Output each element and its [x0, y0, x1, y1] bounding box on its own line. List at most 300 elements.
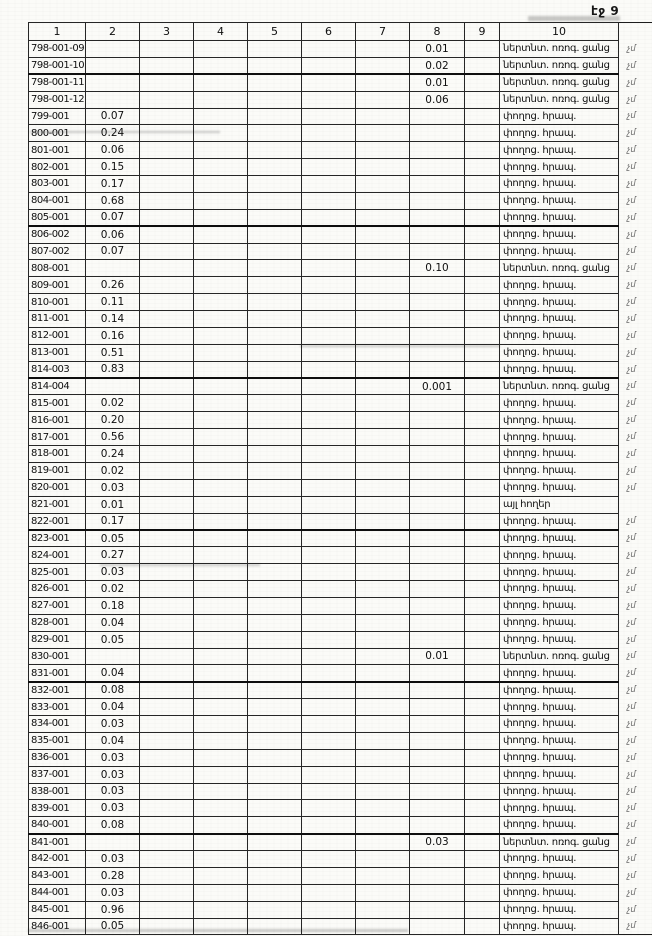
cell-col10: փողոց. հրապ.	[500, 142, 619, 159]
cell-col3	[140, 176, 194, 193]
cell-col9	[465, 496, 500, 513]
cell-col3	[140, 226, 194, 243]
cell-col9	[465, 547, 500, 564]
cell-col1: 818-001	[29, 446, 86, 463]
cell-col6	[302, 530, 356, 547]
cell-col5	[248, 294, 302, 311]
cell-col2: 0.08	[86, 682, 140, 699]
cell-col10: փողոց. հրապ.	[500, 176, 619, 193]
table-row	[29, 682, 652, 699]
cell-col10: փողոց. հրապ.	[500, 665, 619, 682]
cell-col4	[194, 530, 248, 547]
cell-col4	[194, 682, 248, 699]
margin-mark: չմ	[627, 786, 636, 797]
cell-col8	[410, 243, 465, 260]
cell-col2: 0.03	[86, 564, 140, 581]
table-row	[29, 209, 652, 226]
margin-mark: չմ	[627, 600, 636, 611]
cell-col5	[248, 513, 302, 530]
cell-col10: փողոց. հրապ.	[500, 462, 619, 479]
cell-col5	[248, 260, 302, 277]
cell-col8	[410, 918, 465, 935]
margin-mark: չմ	[627, 347, 636, 358]
cell-col7	[356, 732, 410, 749]
cell-col4	[194, 817, 248, 834]
cell-col6	[302, 226, 356, 243]
cell-col2: 0.05	[86, 530, 140, 547]
cell-col9	[465, 766, 500, 783]
cell-col8	[410, 547, 465, 564]
table-row	[29, 462, 652, 479]
cell-col2: 0.05	[86, 918, 140, 935]
cell-col6	[302, 260, 356, 277]
cell-col4	[194, 479, 248, 496]
cell-col8: 0.01	[410, 648, 465, 665]
margin-mark: չմ	[627, 904, 636, 915]
cell-col7	[356, 311, 410, 328]
cell-col10: փողոց. հրապ.	[500, 682, 619, 699]
cell-col9	[465, 57, 500, 74]
cell-col8	[410, 800, 465, 817]
margin-mark: չմ	[627, 162, 636, 173]
cell-col3	[140, 682, 194, 699]
margin-mark: չմ	[627, 212, 636, 223]
cell-col3	[140, 395, 194, 412]
cell-col6	[302, 800, 356, 817]
cell-col5	[248, 446, 302, 463]
cell-col6	[302, 142, 356, 159]
margin-mark: չմ	[627, 94, 636, 105]
margin-mark: չմ	[627, 381, 636, 392]
cell-col8	[410, 446, 465, 463]
cell-col3	[140, 834, 194, 851]
cell-col7	[356, 682, 410, 699]
cell-col3	[140, 125, 194, 142]
cell-col6	[302, 108, 356, 125]
cell-col3	[140, 479, 194, 496]
cell-col5	[248, 614, 302, 631]
table-row	[29, 513, 652, 530]
cell-col6	[302, 631, 356, 648]
cell-col1: 825-001	[29, 564, 86, 581]
table-row	[29, 766, 652, 783]
cell-col6	[302, 665, 356, 682]
cell-col7	[356, 57, 410, 74]
cell-col4	[194, 159, 248, 176]
cell-col2: 0.05	[86, 631, 140, 648]
cell-col8	[410, 817, 465, 834]
cell-col8	[410, 479, 465, 496]
cell-col6	[302, 732, 356, 749]
table-row	[29, 91, 652, 108]
margin-mark: չմ	[627, 263, 636, 274]
table-row	[29, 631, 652, 648]
cell-col4	[194, 395, 248, 412]
margin-mark: չմ	[627, 752, 636, 763]
cell-col4	[194, 749, 248, 766]
cell-col1: 808-001	[29, 260, 86, 277]
cell-col5	[248, 665, 302, 682]
margin-header-spacer	[619, 23, 652, 41]
cell-col4	[194, 834, 248, 851]
cell-col5	[248, 766, 302, 783]
cell-col1: 830-001	[29, 648, 86, 665]
cell-col7	[356, 260, 410, 277]
column-header-7: 7	[356, 23, 410, 41]
cell-col8	[410, 361, 465, 378]
cell-col8	[410, 108, 465, 125]
table-row	[29, 901, 652, 918]
cell-col9	[465, 800, 500, 817]
cell-col10: փողոց. հրապ.	[500, 564, 619, 581]
cell-col7	[356, 243, 410, 260]
cell-col3	[140, 564, 194, 581]
cell-col6	[302, 581, 356, 598]
cell-col6	[302, 243, 356, 260]
cell-col7	[356, 41, 410, 58]
cell-col3	[140, 699, 194, 716]
cell-col9	[465, 142, 500, 159]
cell-col6	[302, 901, 356, 918]
cell-col6	[302, 716, 356, 733]
cell-col2: 0.27	[86, 547, 140, 564]
cell-col8: 0.01	[410, 41, 465, 58]
scanned-table-sheet	[28, 22, 652, 935]
margin-mark: չմ	[627, 229, 636, 240]
cell-col4	[194, 665, 248, 682]
cell-col6	[302, 547, 356, 564]
cell-col1: 839-001	[29, 800, 86, 817]
cell-col5	[248, 783, 302, 800]
table-row	[29, 918, 652, 935]
table-row	[29, 564, 652, 581]
cell-col7	[356, 361, 410, 378]
cell-col6	[302, 749, 356, 766]
margin-mark: չմ	[627, 77, 636, 88]
table-row	[29, 395, 652, 412]
cell-col3	[140, 412, 194, 429]
cell-col9	[465, 108, 500, 125]
cell-col5	[248, 496, 302, 513]
cell-col5	[248, 716, 302, 733]
cell-col2: 0.17	[86, 176, 140, 193]
cell-col9	[465, 749, 500, 766]
cell-col5	[248, 429, 302, 446]
cell-col10: ներտնտ. ոռոգ. ցանց	[500, 378, 619, 395]
margin-mark: չմ	[627, 330, 636, 341]
cell-col2: 0.03	[86, 783, 140, 800]
cell-col10: փողոց. հրապ.	[500, 918, 619, 935]
cell-col2: 0.06	[86, 226, 140, 243]
cell-col8	[410, 192, 465, 209]
cell-col1: 845-001	[29, 901, 86, 918]
cell-col7	[356, 344, 410, 361]
column-header-8: 8	[410, 23, 465, 41]
margin-mark: չմ	[627, 145, 636, 156]
margin-mark: չմ	[627, 837, 636, 848]
table-row	[29, 41, 652, 58]
cell-col5	[248, 530, 302, 547]
cell-col9	[465, 614, 500, 631]
cell-col6	[302, 311, 356, 328]
cell-col5	[248, 176, 302, 193]
cell-col2: 0.28	[86, 867, 140, 884]
cell-col8	[410, 766, 465, 783]
cell-col10: փողոց. հրապ.	[500, 429, 619, 446]
cell-col4	[194, 429, 248, 446]
cell-col3	[140, 243, 194, 260]
column-header-9: 9	[465, 23, 500, 41]
cell-col1: 804-001	[29, 192, 86, 209]
cell-col6	[302, 74, 356, 91]
cell-col9	[465, 192, 500, 209]
cell-col10: ներտնտ. ոռոգ. ցանց	[500, 260, 619, 277]
cell-col6	[302, 429, 356, 446]
table-row	[29, 614, 652, 631]
cell-col9	[465, 918, 500, 935]
margin-mark: չմ	[627, 769, 636, 780]
cell-col3	[140, 884, 194, 901]
cell-col4	[194, 344, 248, 361]
cell-col8	[410, 513, 465, 530]
cell-col4	[194, 581, 248, 598]
cell-col8	[410, 429, 465, 446]
cell-col4	[194, 125, 248, 142]
cell-col6	[302, 344, 356, 361]
cell-col9	[465, 648, 500, 665]
cell-col10: փողոց. հրապ.	[500, 614, 619, 631]
cell-col7	[356, 766, 410, 783]
cell-col5	[248, 361, 302, 378]
cell-col5	[248, 867, 302, 884]
margin-mark: չմ	[627, 702, 636, 713]
cell-col2: 0.16	[86, 327, 140, 344]
cell-col2: 0.03	[86, 800, 140, 817]
cell-col2: 0.18	[86, 597, 140, 614]
cell-col7	[356, 277, 410, 294]
cell-col1: 798-001-10	[29, 57, 86, 74]
cell-col7	[356, 192, 410, 209]
cell-col1: 814-003	[29, 361, 86, 378]
cell-col2: 0.03	[86, 749, 140, 766]
table-row	[29, 699, 652, 716]
cell-col4	[194, 277, 248, 294]
cell-col9	[465, 732, 500, 749]
cell-col5	[248, 564, 302, 581]
cell-col9	[465, 901, 500, 918]
margin-mark: չմ	[627, 516, 636, 527]
cell-col5	[248, 108, 302, 125]
cell-col7	[356, 614, 410, 631]
cell-col10: փողոց. հրապ.	[500, 243, 619, 260]
table-header-row	[29, 23, 652, 41]
cell-col5	[248, 851, 302, 868]
cell-col9	[465, 513, 500, 530]
cell-col6	[302, 277, 356, 294]
table-row	[29, 800, 652, 817]
cell-col10: փողոց. հրապ.	[500, 311, 619, 328]
cell-col5	[248, 159, 302, 176]
cell-col1: 798-001-09	[29, 41, 86, 58]
cell-col6	[302, 41, 356, 58]
cell-col5	[248, 817, 302, 834]
cell-col8	[410, 226, 465, 243]
cell-col7	[356, 665, 410, 682]
margin-mark: չմ	[627, 583, 636, 594]
margin-mark: չմ	[627, 820, 636, 831]
cell-col10: փողոց. հրապ.	[500, 766, 619, 783]
cell-col7	[356, 547, 410, 564]
margin-mark: չմ	[627, 567, 636, 578]
cell-col9	[465, 817, 500, 834]
cell-col3	[140, 277, 194, 294]
cell-col3	[140, 581, 194, 598]
cell-col4	[194, 209, 248, 226]
cell-col10: փողոց. հրապ.	[500, 513, 619, 530]
cell-col7	[356, 159, 410, 176]
cell-col10: փողոց. հրապ.	[500, 344, 619, 361]
cell-col8	[410, 564, 465, 581]
cell-col3	[140, 901, 194, 918]
cell-col1: 810-001	[29, 294, 86, 311]
cell-col8: 0.03	[410, 834, 465, 851]
cell-col1: 817-001	[29, 429, 86, 446]
cell-col1: 837-001	[29, 766, 86, 783]
cell-col9	[465, 277, 500, 294]
cell-col10: փողոց. հրապ.	[500, 125, 619, 142]
cell-col5	[248, 749, 302, 766]
cell-col6	[302, 648, 356, 665]
cell-col5	[248, 277, 302, 294]
cell-col8	[410, 682, 465, 699]
cell-col5	[248, 479, 302, 496]
table-body	[29, 41, 652, 935]
cell-col2: 0.06	[86, 142, 140, 159]
cell-col3	[140, 597, 194, 614]
cell-col10: ներտնտ. ոռոգ. ցանց	[500, 648, 619, 665]
cell-col8	[410, 901, 465, 918]
cell-col4	[194, 192, 248, 209]
cell-col5	[248, 378, 302, 395]
cell-col9	[465, 176, 500, 193]
margin-mark: չմ	[627, 246, 636, 257]
cell-col2	[86, 74, 140, 91]
cell-col10: փողոց. հրապ.	[500, 631, 619, 648]
cell-col9	[465, 884, 500, 901]
cell-col6	[302, 479, 356, 496]
cell-col9	[465, 125, 500, 142]
margin-mark: չմ	[627, 533, 636, 544]
cell-col1: 821-001	[29, 496, 86, 513]
table-row	[29, 851, 652, 868]
cell-col2: 0.24	[86, 446, 140, 463]
cell-col7	[356, 226, 410, 243]
table-row	[29, 361, 652, 378]
cell-col8	[410, 851, 465, 868]
cell-col6	[302, 446, 356, 463]
cell-col5	[248, 547, 302, 564]
cell-col3	[140, 766, 194, 783]
table-row	[29, 732, 652, 749]
table-row	[29, 749, 652, 766]
cell-col4	[194, 311, 248, 328]
cell-col7	[356, 125, 410, 142]
cell-col5	[248, 800, 302, 817]
cell-col10: փողոց. հրապ.	[500, 446, 619, 463]
table-row	[29, 142, 652, 159]
cell-col3	[140, 749, 194, 766]
cell-col7	[356, 918, 410, 935]
margin-mark: չմ	[627, 870, 636, 881]
margin-mark: չմ	[627, 60, 636, 71]
table-row	[29, 378, 652, 395]
cell-col4	[194, 496, 248, 513]
cell-col7	[356, 378, 410, 395]
cell-col4	[194, 243, 248, 260]
table-row	[29, 327, 652, 344]
cell-col1: 833-001	[29, 699, 86, 716]
table-row	[29, 834, 652, 851]
cell-col7	[356, 749, 410, 766]
table-row	[29, 547, 652, 564]
cell-col3	[140, 665, 194, 682]
cell-col9	[465, 361, 500, 378]
cell-col5	[248, 142, 302, 159]
cell-col4	[194, 327, 248, 344]
cell-col6	[302, 125, 356, 142]
margin-mark: չմ	[627, 651, 636, 662]
cell-col4	[194, 226, 248, 243]
cell-col8	[410, 884, 465, 901]
cell-col2: 0.02	[86, 462, 140, 479]
cell-col9	[465, 479, 500, 496]
cell-col9	[465, 344, 500, 361]
margin-mark: չմ	[627, 432, 636, 443]
cell-col5	[248, 192, 302, 209]
cell-col6	[302, 513, 356, 530]
column-header-2: 2	[86, 23, 140, 41]
cell-col3	[140, 732, 194, 749]
table-row	[29, 176, 652, 193]
cell-col1: 806-002	[29, 226, 86, 243]
cell-col1: 815-001	[29, 395, 86, 412]
cell-col10: փողոց. հրապ.	[500, 192, 619, 209]
cell-col9	[465, 294, 500, 311]
cell-col3	[140, 867, 194, 884]
cell-col3	[140, 260, 194, 277]
cell-col10: փողոց. հրապ.	[500, 547, 619, 564]
margin-mark: չմ	[627, 887, 636, 898]
cell-col6	[302, 834, 356, 851]
cell-col9	[465, 631, 500, 648]
cell-col8	[410, 732, 465, 749]
column-header-5: 5	[248, 23, 302, 41]
table-row	[29, 716, 652, 733]
cell-col4	[194, 597, 248, 614]
cell-col10: փողոց. հրապ.	[500, 817, 619, 834]
table-row	[29, 530, 652, 547]
cell-col6	[302, 378, 356, 395]
cell-col10: փողոց. հրապ.	[500, 901, 619, 918]
table-row	[29, 277, 652, 294]
cell-col8	[410, 311, 465, 328]
cell-col5	[248, 834, 302, 851]
cell-col10: փողոց. հրապ.	[500, 716, 619, 733]
cell-col7	[356, 648, 410, 665]
cell-col9	[465, 91, 500, 108]
cell-col4	[194, 699, 248, 716]
cell-col8: 0.06	[410, 91, 465, 108]
